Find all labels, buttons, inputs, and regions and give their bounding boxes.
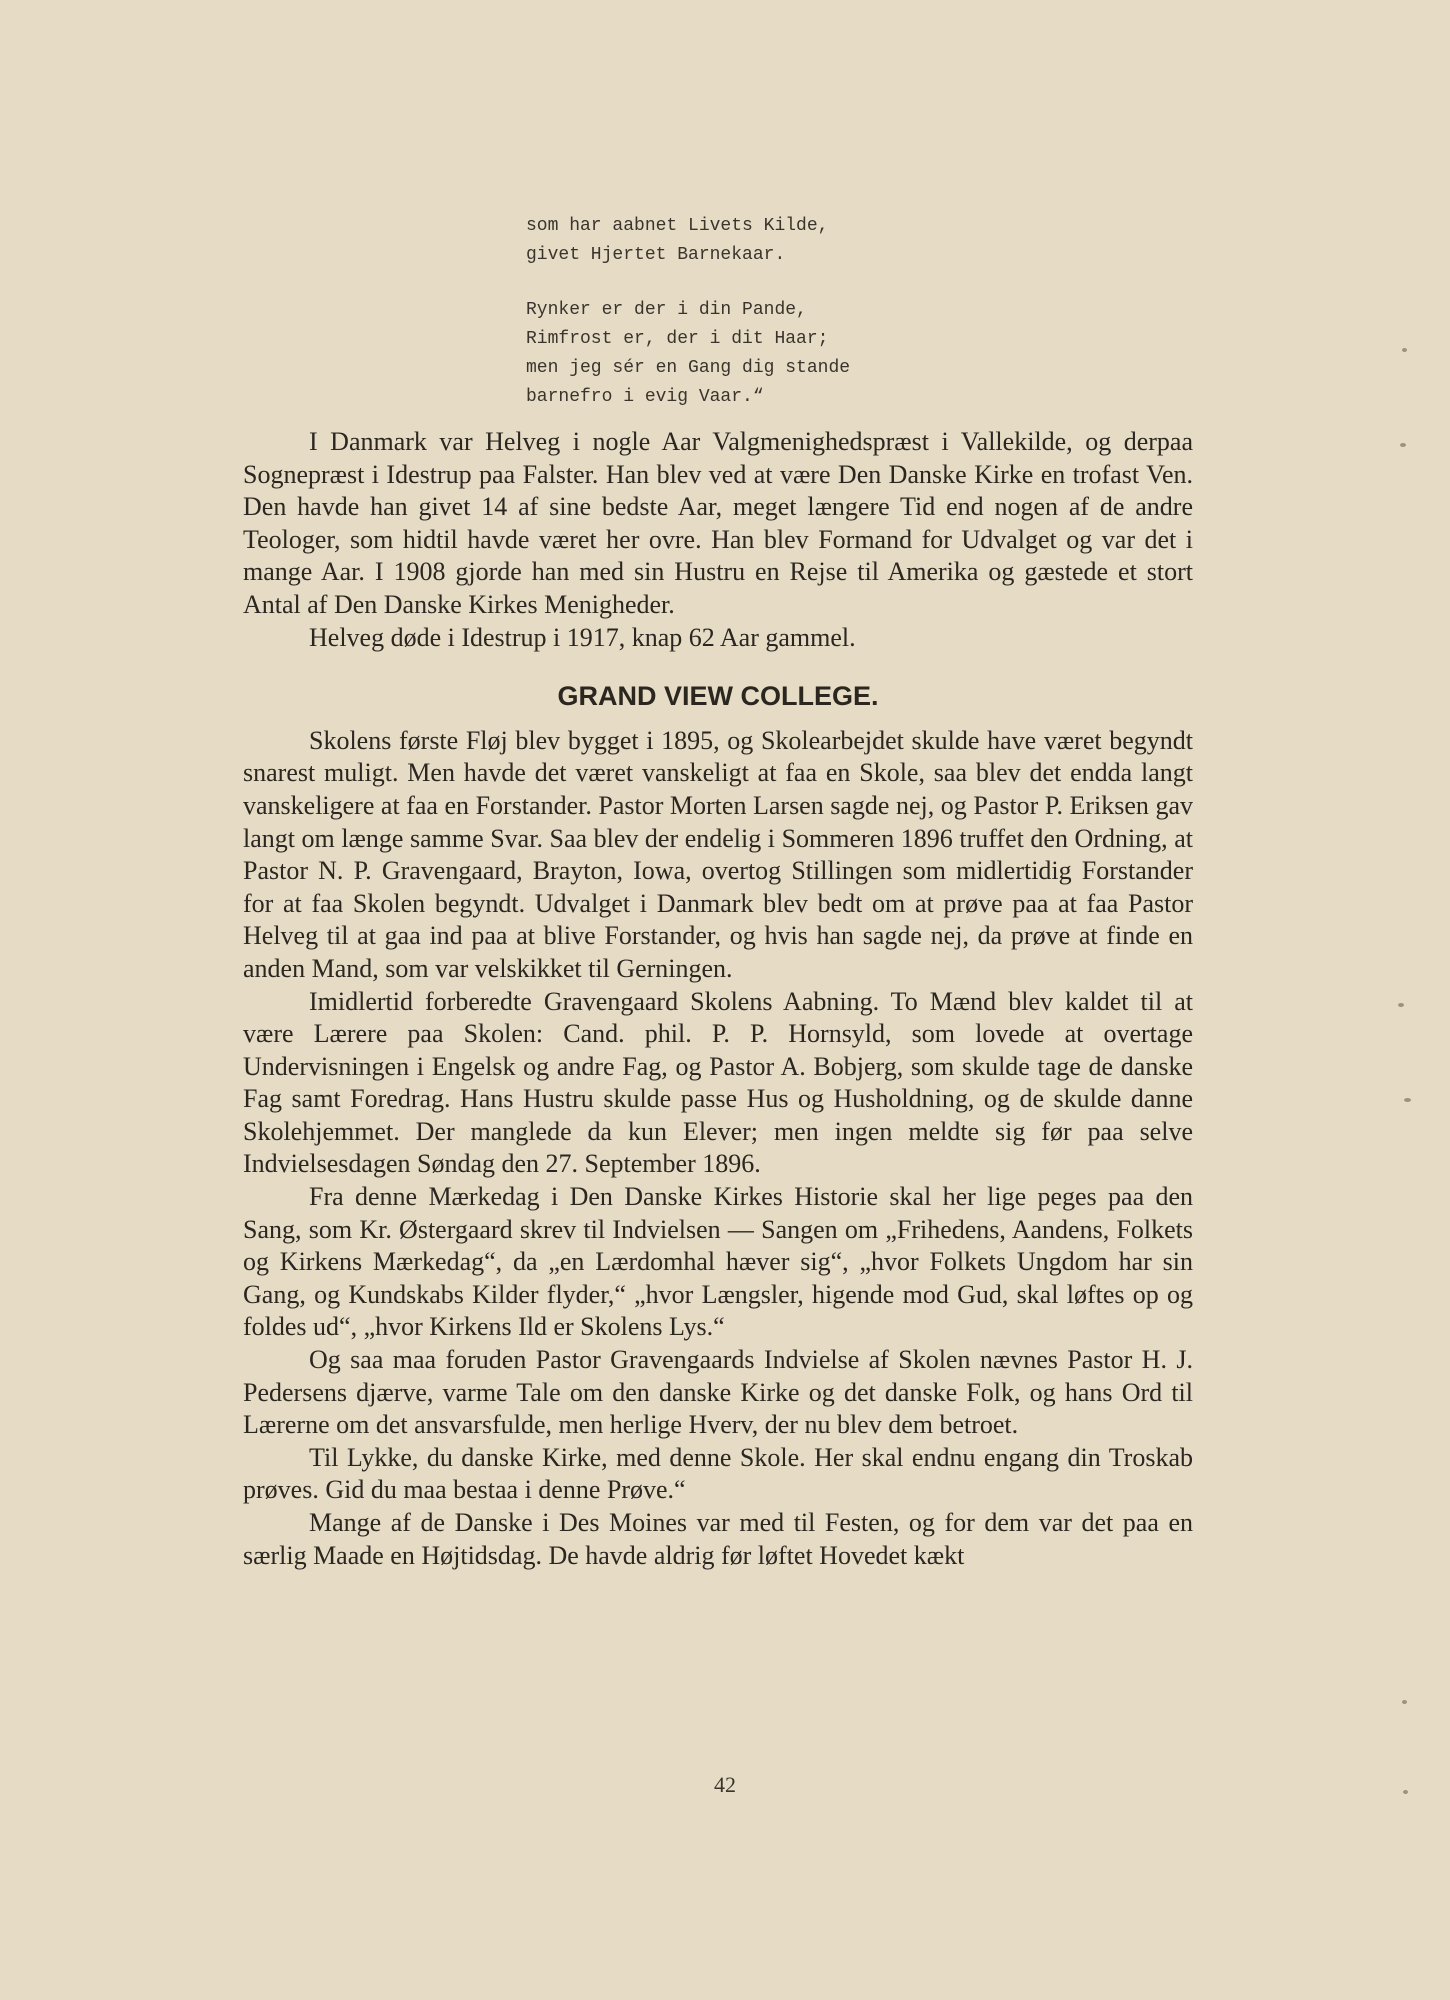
paragraph: Skolens første Fløj blev bygget i 1895, og Skolearbejdet skulde have været begyndt snarest muligt. Men havde det været vanskeligt at faa en Skole, saa blev det endda langt vanskeligere at faa en Forstander. Pastor Morten Larsen sagde nej, og Pastor P. Eriksen gav langt om længe samme Svar. Saa blev der endelig i Sommeren 1896 truffet den Ordning, at Pastor N. P. Gravengaard, Brayton, Iowa, overtog Stillingen som midlertidig Forstander for at faa Skolen begyndt. Udvalget i Danmark blev bedt om at prøve paa at faa Pastor Helveg til at gaa ind paa at blive Forstander, og hvis han sagde nej, da prøve at finde en anden Mand, som var velskikket til Gerningen. [243,725,1193,983]
poem-stanza [526,296,946,412]
paragraph: Og saa maa foruden Pastor Gravengaards Indvielse af Skolen nævnes Pastor H. J. Pedersens djærve, varme Tale om den danske Kirke og det danske Folk, og hans Ord til Lærerne om det ansvarsfulde, men herlige Hverv, der nu blev dem betroet. [243,1345,1193,1440]
poem-stanza [526,212,946,270]
paper-speck [1403,1790,1408,1794]
paragraph: Imidlertid forberedte Gravengaard Skolens Aabning. To Mænd blev kaldet til at være Lærere paa Skolen: Cand. phil. P. P. Hornsyld, som lovede at overtage Undervisningen i Engelsk og andre Fag, og Pastor A. Bobjerg, som skulde tage de danske Fag samt Foredrag. Hans Hustru skulde passe Hus og Husholdning, og de skulde danne Skolehjemmet. Der manglede da kun Elever; men ingen meldte sig før paa selve Indvielsesdagen Søndag den 27. September 1896. [243,986,1193,1179]
paragraph: Til Lykke, du danske Kirke, med denne Skole. Her skal endnu engang din Troskab prøves. Gid du maa bestaa i denne Prøve.“ [243,1442,1193,1505]
poem-line: barnefro i evig Vaar.“ [526,387,764,407]
paper-speck [1400,443,1406,447]
poem-line: givet Hjertet Barnekaar. [526,245,786,265]
poem-excerpt [526,212,946,438]
paragraph: I Danmark var Helveg i nogle Aar Valgmenighedspræst i Vallekilde, og derpaa Sognepræst i Idestrup paa Falster. Han blev ved at være Den Danske Kirke en trofast Ven. Den havde han givet 14 af sine bedste Aar, meget længere Tid end nogen af de andre Teologer, som hidtil havde været her ovre. Han blev Formand for Udvalget og var det i mange Aar. I 1908 gjorde han med sin Hustru en Rejse til Amerika og gæstede et stort Antal af Den Danske Kirkes Menigheder. [243,427,1193,619]
poem-line: men jeg sér en Gang dig stande [526,358,851,378]
section-heading: GRAND VIEW COLLEGE. [557,681,879,712]
paragraph: Mange af de Danske i Des Moines var med til Festen, og for dem var det paa en særlig Maade en Højtidsdag. De havde aldrig før løftet Hovedet kækt [243,1508,1193,1570]
poem-line: som har aabnet Livets Kilde, [526,216,829,236]
page-number: 42 [714,1772,736,1797]
paper-speck [1402,1700,1407,1704]
paragraph: Fra denne Mærkedag i Den Danske Kirkes Historie skal her lige peges paa den Sang, som Kr. Østergaard skrev til Indvielsen — Sangen om „Frihedens, Aandens, Folkets og Kirkens Mærkedag“, da „en Lærdomhal hæver sig“, „hvor Folkets Ungdom har sin Gang, og Kundskabs Kilder flyder,“ „hvor Længsler, higende mod Gud, skal løftes op og foldes ud“, „hvor Kirkens Ild er Skolens Lys.“ [243,1182,1193,1342]
paper-speck [1404,1098,1411,1102]
paper-speck [1398,1003,1404,1007]
paragraph: Helveg døde i Idestrup i 1917, knap 62 Aar gammel. [309,622,856,652]
paper-speck [1402,348,1407,352]
poem-line: Rimfrost er, der i dit Haar; [526,329,829,349]
body-text [243,426,1193,1572]
poem-line: Rynker er der i din Pande, [526,300,807,320]
